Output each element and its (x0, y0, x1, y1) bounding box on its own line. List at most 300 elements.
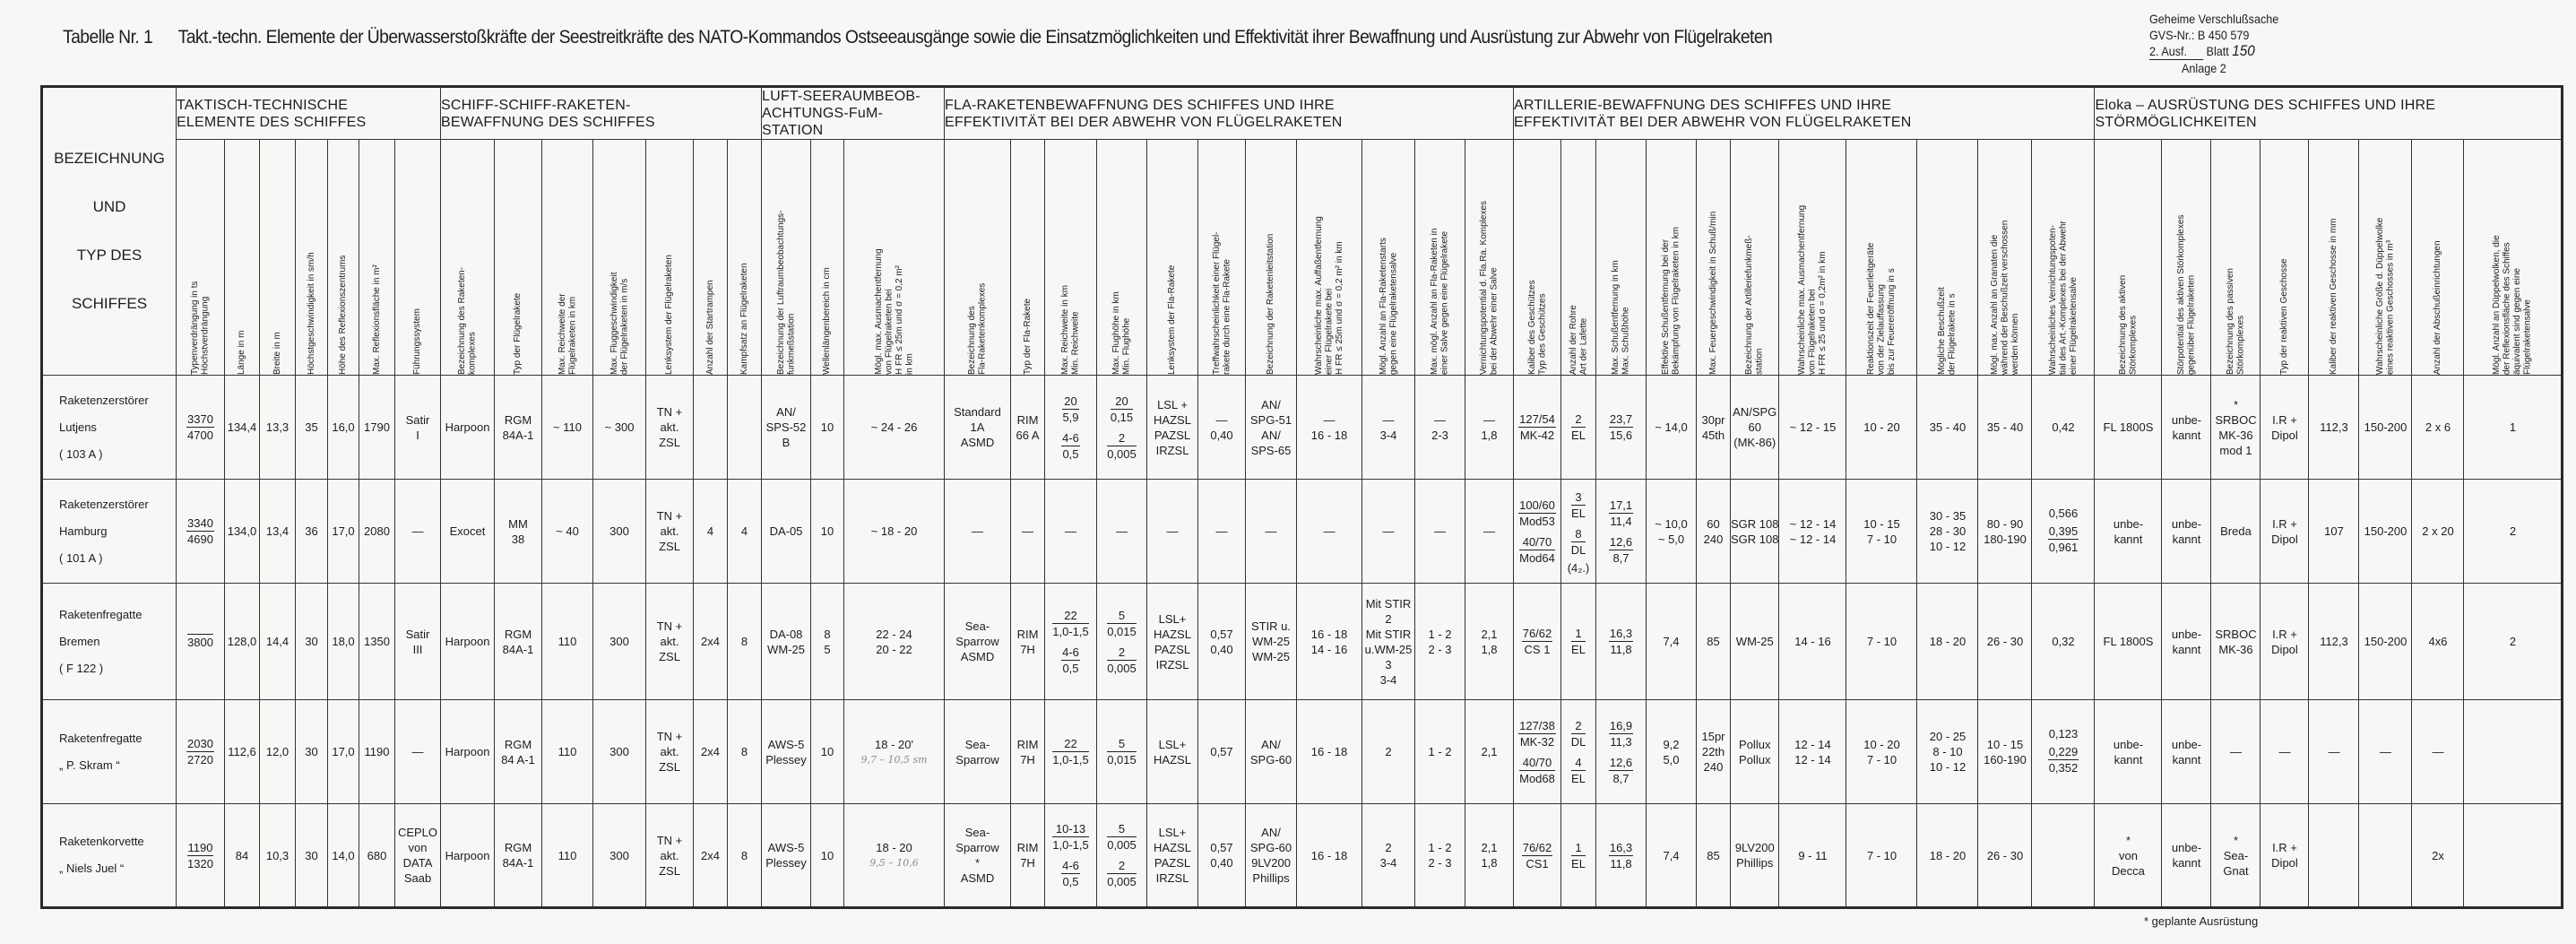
column-header-text (1167, 142, 1178, 375)
fraction-wrap (1561, 715, 1595, 752)
column-header-text (874, 142, 915, 375)
column-header-text (776, 142, 797, 375)
cell-value: 4 (706, 524, 714, 538)
column-header-text (1379, 142, 1399, 375)
cell-value: ~ 5,0 (1657, 532, 1685, 546)
column-header (2032, 140, 2095, 376)
cell-value: 2x (2432, 848, 2444, 862)
column-header-text (272, 142, 283, 375)
table-cell (844, 584, 945, 700)
cell-value: 2,1 (1481, 745, 1498, 758)
column-header-line: von Flügelraketen bei (1807, 289, 1818, 375)
cell-value: RGM (504, 412, 532, 427)
cell-value: 9 - 11 (1798, 848, 1828, 862)
column-header-text (664, 142, 675, 375)
table-cell (1198, 584, 1246, 700)
cell-value: ~ 12 - 15 (1789, 420, 1837, 434)
cell-value: HAZSL (1154, 627, 1191, 641)
cell-value: — (1483, 524, 1495, 538)
fraction-value (1609, 411, 1633, 443)
table-cell (2464, 584, 2563, 700)
column-header-text (609, 142, 630, 375)
table-cell (328, 584, 359, 700)
table-cell (945, 700, 1011, 804)
fraction-denominator: 11,3 (1610, 734, 1632, 749)
column-header-text (822, 142, 833, 375)
column-header-line: der Flügelraketen in m/s (619, 278, 629, 375)
table-cell (2464, 804, 2563, 908)
table-cell (1415, 480, 1465, 584)
table-cell (177, 584, 225, 700)
table-cell (177, 804, 225, 908)
table-cell (2260, 700, 2309, 804)
cell-value: 2 (1385, 611, 1392, 626)
column-header (1362, 140, 1415, 376)
fraction-denominator: 0,5 (1062, 661, 1079, 675)
column-header (844, 140, 945, 376)
cell-value: PAZSL (1154, 428, 1191, 442)
table-cell (2162, 804, 2211, 908)
column-header-line: Flügelraketensalve (2522, 299, 2533, 375)
fraction-wrap (1045, 855, 1096, 892)
table-cell (2032, 700, 2095, 804)
fraction-wrap (1561, 623, 1595, 660)
column-header-text (513, 142, 523, 375)
cell-value: SRBOC (2215, 412, 2257, 427)
cell-value: Harpoon (445, 420, 490, 434)
cell-value: 26 - 30 (1986, 848, 2024, 862)
cell-value: 84A-1 (502, 428, 534, 442)
table-cell (2162, 584, 2211, 700)
column-header (359, 140, 395, 376)
group-header (1514, 87, 2095, 140)
cell-value: 18 - 20 (1929, 848, 1967, 862)
handwritten-note: 9,7 – 10,5 sm (860, 753, 928, 766)
cell-value: B (782, 436, 791, 449)
fraction-numerator: 2 (1107, 645, 1137, 661)
table-cell (1731, 584, 1779, 700)
ship-name-line: Raketenzerstörer (59, 497, 149, 511)
table-cell (1731, 480, 1779, 584)
table-cell (593, 700, 646, 804)
column-header-text (457, 142, 478, 375)
footnote: * geplante Ausrüstung (2144, 914, 2259, 928)
cell-value: 18,0 (332, 635, 355, 648)
table-cell (2095, 584, 2162, 700)
group-header-line: EFFEKTIVITÄT BEI DER ABWEHR VON FLÜGELRAKETEN (1514, 114, 1912, 130)
fraction-wrap (1514, 752, 1560, 789)
cell-value: 12 - 14 (1794, 752, 1831, 766)
fraction-value (1522, 840, 1553, 871)
cell-value: 2x4 (701, 635, 720, 648)
fraction-numerator: 5 (1107, 821, 1137, 837)
fraction-numerator: 22 (1052, 608, 1088, 624)
fraction-denominator: 15,6 (1609, 429, 1633, 442)
cell-value: akt. (660, 420, 679, 434)
table-cell (328, 376, 359, 480)
cell-value: — (2328, 745, 2340, 758)
group-header-line: ARTILLERIE-BEWAFFNUNG DES SCHIFFES UND IHRE (1514, 97, 1892, 113)
column-header-line: Typenverdrängung in ts (190, 281, 200, 375)
column-header-line: Wahrscheinliches Vernichtungspoten- (2047, 225, 2058, 375)
column-header-text (1569, 142, 1589, 375)
table-cell (2359, 804, 2412, 908)
cell-value: unbe- (2171, 516, 2202, 531)
cell-value: 10 (820, 745, 834, 758)
cell-value: 160-190 (1984, 752, 2027, 766)
cell-value: 8 (740, 635, 748, 648)
fraction-wrap (1045, 428, 1096, 464)
table-cell (260, 804, 296, 908)
blatt-label: Blatt (2206, 44, 2229, 58)
cell-value: — (411, 745, 424, 758)
cell-value: 0,32 (2052, 635, 2075, 648)
column-header-line: Störkomplexes (2235, 315, 2246, 375)
column-header-line: Max. Flughöhe in km (1111, 291, 1121, 375)
cell-value: 14 - 16 (1794, 635, 1831, 648)
fraction-wrap (1097, 855, 1146, 892)
column-header-line: Kampfsatz an Flügelraketen (739, 263, 749, 375)
cell-value: 9LV200 (1734, 841, 1775, 854)
column-header (694, 140, 728, 376)
table-cell (2359, 376, 2412, 480)
table-cell (762, 804, 811, 908)
fraction-value (1609, 626, 1633, 657)
ship-name-line: Hamburg (59, 524, 108, 538)
fraction-numerator: 4 (1571, 755, 1586, 771)
column-header-text (558, 142, 578, 375)
cell-value: ~ 14,0 (1655, 420, 1688, 434)
table-cell (1362, 700, 1415, 804)
column-header-line: während der Beschußzeit verschossen (2000, 220, 2010, 375)
ship-name-cell (42, 700, 177, 804)
fraction-value (187, 840, 214, 871)
fraction-numerator: 16,9 (1609, 718, 1633, 732)
fraction-numerator: 40/70 (1519, 534, 1555, 550)
group-header-line: SCHIFF-SCHIFF-RAKETEN- (441, 97, 631, 113)
table-cell (1697, 376, 1731, 480)
cell-value: ~ 12 - 14 (1789, 516, 1837, 531)
column-header-line: einer Flügelraketensalve (2068, 277, 2079, 375)
cell-value: 0,57 (1210, 627, 1233, 641)
table-cell (359, 700, 395, 804)
column-header-line: bis zur Feuereröffnung in s (1887, 268, 1897, 375)
fraction-wrap (2032, 741, 2094, 778)
group-header (762, 87, 945, 140)
table-title: Takt.-techn. Elemente der Überwasserstoßkräfte der Seestreitkräfte des NATO-Kommandos Ostseeausgänge sowie die Einsatzmöglichkeiten und Effektivität ihrer Bewaffnung und Ausrüstung zur Abwehr von Flügelraketen (177, 27, 1773, 48)
table-cell (1362, 804, 1415, 908)
cell-value: — (2229, 745, 2242, 758)
column-header-text (2226, 142, 2246, 375)
group-header-line: ELEMENTE DES SCHIFFES (177, 114, 367, 130)
column-header (296, 140, 328, 376)
fraction-denominator: MK-42 (1519, 429, 1555, 442)
cell-value: ZSL (659, 863, 680, 878)
cell-value: 20 - 25 (1929, 730, 1967, 743)
cell-value: FL 1800S (2103, 420, 2154, 434)
fraction-value (1522, 626, 1553, 657)
ship-name-line: Raketenkorvette (59, 835, 144, 848)
cell-value: 7H (1020, 752, 1035, 766)
cell-value: 2-3 (1431, 428, 1448, 442)
fraction-numerator: 1 (1571, 626, 1586, 642)
fraction-value (1609, 718, 1633, 749)
cell-value: HAZSL (1154, 752, 1191, 766)
column-header-line: station (1754, 348, 1765, 375)
table-cell (542, 804, 593, 908)
cell-value: 18 - 20 (876, 841, 912, 854)
table-cell (1045, 804, 1097, 908)
cell-value: 18 - 20' (875, 737, 913, 751)
cell-value: 0,57 (1210, 745, 1233, 758)
table-cell (1198, 804, 1246, 908)
cell-value: Harpoon (445, 635, 490, 648)
cell-value: 16 - 18 (1310, 848, 1348, 862)
fraction-value (1111, 394, 1133, 425)
table-cell (1779, 700, 1846, 804)
cell-value: TN + (656, 405, 683, 419)
table-cell (1198, 700, 1246, 804)
column-header-line: Mögl. max. Anzahl an Granaten die (1989, 234, 2000, 375)
table-cell (1697, 804, 1731, 908)
fraction-denominator: 11,4 (1610, 514, 1632, 528)
cell-value: 1,8 (1481, 428, 1498, 442)
cell-value: PAZSL (1154, 856, 1191, 870)
cell-value: AN/ (1261, 428, 1281, 442)
cell-value: CEPLO (397, 826, 438, 839)
fraction-denominator: 0,015 (1107, 624, 1137, 638)
fraction-value (1052, 736, 1088, 767)
column-header-line: Lenksystem der Fla-Rakete (1167, 264, 1178, 375)
cell-value: 1 - 2 (1428, 745, 1452, 758)
column-header-text (412, 142, 423, 375)
ausf-label: 2. Ausf. (2149, 44, 2188, 58)
column-header (1917, 140, 1978, 376)
column-header (1731, 140, 1779, 376)
table-cell (1415, 700, 1465, 804)
fraction-value (1107, 736, 1137, 767)
table-cell (844, 376, 945, 480)
cell-value: 2,1 (1481, 627, 1498, 641)
column-header-line: äquivalent sind gegen eine (2512, 268, 2523, 375)
table-cell (2464, 480, 2563, 584)
fraction-wrap (1097, 605, 1146, 642)
fraction-wrap (1596, 752, 1646, 789)
classification: Geheime Verschlußsache (2149, 12, 2279, 26)
table-cell (441, 804, 495, 908)
fraction-wrap (1561, 524, 1595, 560)
table-cell (1297, 376, 1362, 480)
column-header (1561, 140, 1596, 376)
column-header-line: Bezeichnung des aktiven (2117, 274, 2128, 375)
column-header (1147, 140, 1198, 376)
group-header-line: TAKTISCH-TECHNISCHE (177, 97, 349, 113)
cell-value: IRZSL (1155, 871, 1189, 885)
ship-name-line: Lutjens (59, 420, 97, 434)
group-header (2095, 87, 2563, 140)
table-cell (296, 804, 328, 908)
cell-value: PAZSL (1154, 642, 1191, 656)
cell-value: I (416, 428, 419, 442)
column-header-line: H FR ≤ 25m und σ = 0,2 m² (894, 265, 904, 375)
table-cell (1097, 480, 1147, 584)
cell-value: Dipol (2271, 428, 2298, 442)
fraction-wrap (177, 733, 224, 770)
cell-value: — (1065, 524, 1076, 538)
fraction-wrap (177, 409, 224, 446)
column-header-line: Typ der Flügelrakete (513, 292, 523, 375)
fraction-numerator: 0,229 (2048, 744, 2079, 758)
cell-value: 7H (1020, 642, 1035, 656)
table-cell (1246, 584, 1297, 700)
cell-value: ZSL (659, 760, 680, 774)
column-header-line: Min. Flughöhe (1121, 317, 1132, 375)
cell-value: AWS-5 (767, 841, 805, 854)
cell-value: 12,0 (265, 745, 290, 758)
fraction-numerator: 76/62 (1522, 840, 1552, 854)
cell-value: unbe- (2171, 412, 2202, 427)
table-cell (762, 700, 811, 804)
cell-value: 150-200 (2364, 420, 2407, 434)
fraction-denominator: 4690 (187, 533, 213, 546)
cell-value: 17,0 (332, 524, 355, 538)
table-cell (1917, 584, 1978, 700)
cell-value: RIM (1016, 841, 1039, 854)
cell-value: 10 - 15 (1986, 737, 2024, 751)
cell-value: 30 (305, 745, 318, 758)
table-cell (646, 804, 694, 908)
cell-value: WM-25 (1735, 635, 1774, 648)
column-header-line: Wellenlängenbereich in cm (822, 267, 833, 375)
table-cell (260, 700, 296, 804)
table-cell (495, 376, 542, 480)
cell-value: 12 - 14 (1794, 737, 1831, 751)
cell-value: 0,57 (1210, 841, 1233, 854)
fraction-numerator: 2030 (187, 737, 213, 750)
fraction-value (1107, 858, 1137, 889)
column-header-line: einer Salve gegen eine Flügelrakete (1439, 230, 1450, 375)
cell-value: FL 1800S (2103, 635, 2154, 648)
fraction-wrap (1561, 837, 1595, 874)
cell-value: Harpoon (445, 848, 490, 862)
cell-value: ~ 12 - 14 (1789, 532, 1837, 546)
table-cell (728, 480, 762, 584)
cell-value: 3-4 (1379, 428, 1397, 442)
table-cell (1731, 700, 1779, 804)
fraction-value (1571, 489, 1586, 521)
column-header-line: Mögl. max. Ausmachentfernung (873, 248, 884, 375)
group-header-line: STÖRMÖGLICHKEITEN (2095, 114, 2257, 130)
fraction-denominator: EL (1571, 856, 1586, 870)
fraction-wrap (1097, 428, 1146, 464)
cell-value: — (1434, 412, 1446, 427)
column-header-line: Höchstverdrängung (200, 296, 211, 375)
cell-value: 1790 (364, 420, 390, 434)
table-cell (395, 700, 441, 804)
cell-value: 1A (970, 420, 985, 434)
column-header (1978, 140, 2032, 376)
cell-value: akt. (660, 524, 679, 538)
fraction-denominator: EL (1571, 507, 1586, 520)
group-header (177, 87, 441, 140)
table-cell (728, 584, 762, 700)
data-table (40, 85, 2563, 909)
cell-value: 10 (820, 420, 834, 434)
fraction-numerator: 12,6 (1609, 534, 1633, 549)
fraction-value (1609, 534, 1633, 566)
cell-value: 30 (305, 848, 318, 862)
table-cell (1647, 480, 1697, 584)
table-cell (1147, 804, 1198, 908)
cell-value: mod 1 (2219, 443, 2252, 457)
cell-value: — (1434, 524, 1446, 538)
cell-value: Dipol (2271, 856, 2298, 870)
column-header (2359, 140, 2412, 376)
cell-value: ASMD (960, 650, 995, 663)
ship-name-cell (42, 584, 177, 700)
table-cell (2260, 376, 2309, 480)
cell-value: Pollux (1739, 737, 1771, 751)
fraction-numerator: 8 (1571, 526, 1586, 542)
fraction-denominator: Mod68 (1519, 771, 1555, 785)
cell-value: 22 - 24 (876, 627, 912, 641)
cell-value: kannt (2172, 428, 2201, 442)
cell-value: 84 (235, 848, 249, 862)
cell-value: 300 (609, 635, 629, 648)
document-title (63, 27, 1772, 48)
fraction-numerator: 100/60 (1519, 498, 1555, 512)
cell-value: I.R + (2272, 516, 2297, 531)
table-cell (2359, 480, 2412, 584)
table-cell (2464, 700, 2563, 804)
fraction-value (1518, 411, 1556, 443)
header-bezeichnung-line: BEZEICHNUNG (54, 150, 165, 167)
column-header (1011, 140, 1045, 376)
cell-value: DA-05 (769, 524, 803, 538)
fraction-denominator: 0,005 (1107, 661, 1137, 675)
column-header-text (1266, 142, 1276, 375)
fraction-denominator: Mod64 (1519, 550, 1555, 565)
column-header (762, 140, 811, 376)
fraction-numerator: 2 (1571, 718, 1586, 734)
fraction-value (1571, 526, 1586, 558)
cell-value: unbe- (2113, 737, 2144, 751)
cell-value: 2 (1385, 841, 1392, 854)
cell-value: 112,3 (2320, 635, 2348, 648)
cell-value: Sea- (964, 737, 990, 751)
ship-name-line: ( 103 A ) (59, 446, 103, 461)
fraction-numerator: 4-6 (1062, 645, 1079, 659)
header-bezeichnung-line: SCHIFFES (71, 295, 148, 312)
cell-value: 22th (1701, 745, 1725, 758)
column-header-line: Kaliber des Geschützes (1526, 280, 1537, 375)
table-cell (1779, 376, 1846, 480)
table-cell (1297, 480, 1362, 584)
cell-value: 3-4 (1379, 672, 1397, 687)
cell-value: I.R + (2272, 841, 2297, 854)
column-header (542, 140, 593, 376)
cell-value: DATA (402, 856, 433, 870)
column-header-line: Anzahl der Startrampen (705, 280, 715, 375)
cell-value: 30 - 35 (1929, 509, 1967, 523)
table-cell (2211, 480, 2260, 584)
column-header-line: Störpotential des aktiven Störkomplexes (2175, 214, 2186, 375)
table-cell (2412, 480, 2464, 584)
fraction-wrap (177, 837, 224, 874)
cell-value: — (2278, 745, 2291, 758)
cell-value: III (412, 642, 423, 656)
fraction-numerator: 17,1 (1609, 498, 1633, 512)
